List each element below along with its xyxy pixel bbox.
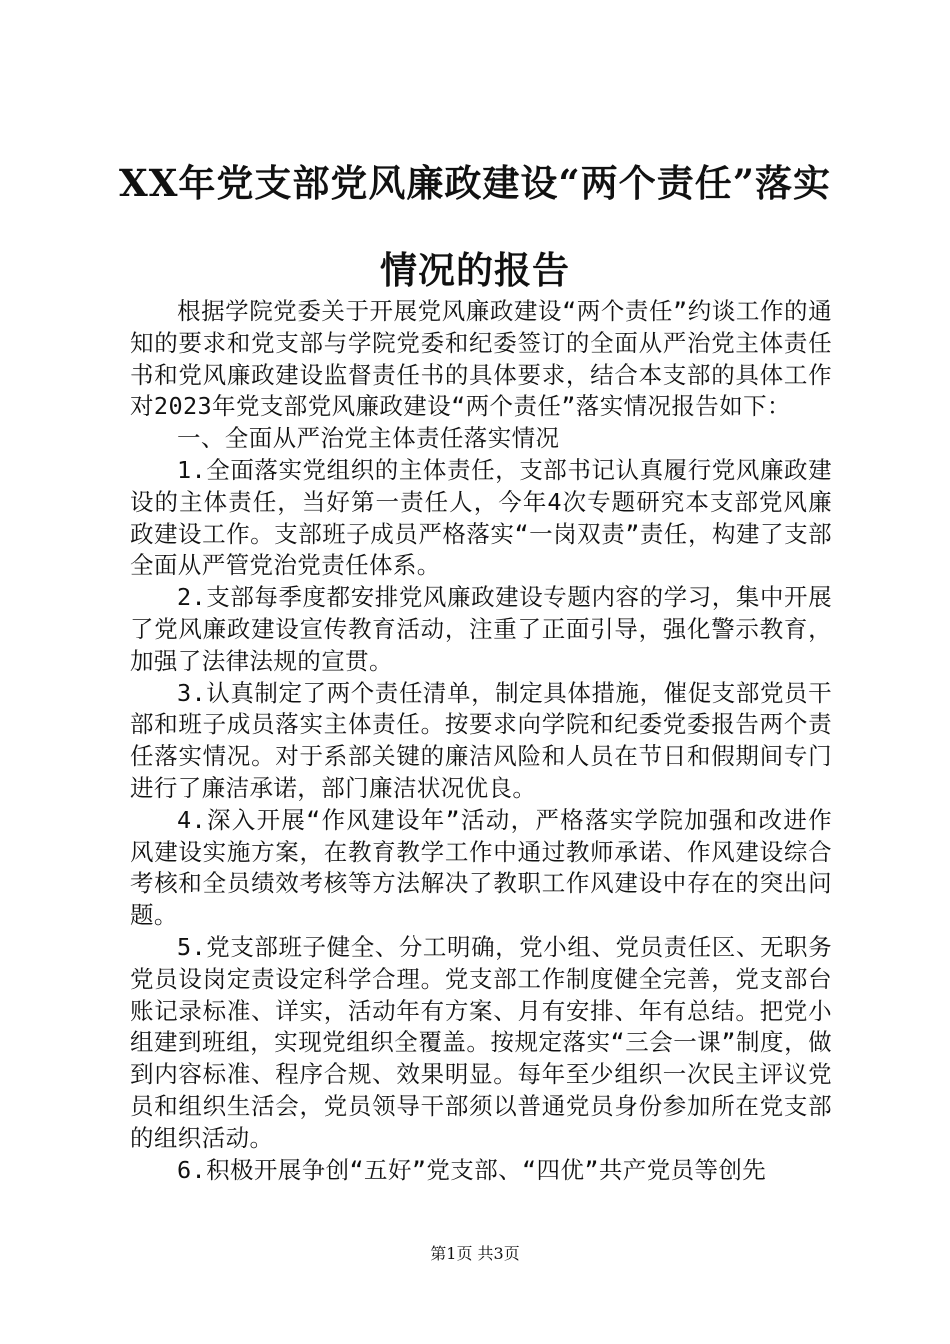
list-item-4: 4.深入开展“作风建设年”活动，严格落实学院加强和改进作风建设实施方案，在教育教学工作中通过教师承诺、作风建设综合考核和全员绩效考核等方法解决了教职工作风建设中存在的突出问题。 <box>130 805 832 930</box>
list-item-2: 2.支部每季度都安排党风廉政建设专题内容的学习，集中开展了党风廉政建设宣传教育活动，注重了正面引导，强化警示教育，加强了法律法规的宣贯。 <box>130 583 832 675</box>
page-number-footer: 第1页 共3页 <box>430 1244 520 1263</box>
document-title-line-2: 情况的报告 <box>380 248 570 292</box>
intro-paragraph: 根据学院党委关于开展党风廉政建设“两个责任”约谈工作的通知的要求和党支部与学院党委和纪委签订的全面从严治党主体责任书和党风廉政建设监督责任书的具体要求，结合本支部的具体工作对2023年党支部党风廉政建设“两个责任”落实情况报告如下： <box>130 297 832 421</box>
list-item-6: 6.积极开展争创“五好”党支部、“四优”共产党员等创先 <box>177 1155 767 1184</box>
list-item-1: 1.全面落实党组织的主体责任，支部书记认真履行党风廉政建设的主体责任，当好第一责任人，今年4次专题研究本支部党风廉政建设工作。支部班子成员严格落实“一岗双责”责任，构建了支部全面从严管党治党责任体系。 <box>130 455 832 580</box>
section-heading: 一、全面从严治党主体责任落实情况 <box>177 424 560 453</box>
document-title-line-1: XX年党支部党风廉政建设“两个责任”落实 <box>119 161 831 205</box>
list-item-3: 3.认真制定了两个责任清单，制定具体措施，催促支部党员干部和班子成员落实主体责任。按要求向学院和纪委党委报告两个责任落实情况。对于系部关键的廉洁风险和人员在节日和假期间专门进行了廉洁承诺，部门廉洁状况优良。 <box>130 678 832 802</box>
list-item-5: 5.党支部班子健全、分工明确，党小组、党员责任区、无职务党员设岗定责设定科学合理。党支部工作制度健全完善，党支部台账记录标准、详实，活动年有方案、月有安排、年有总结。把党小组建到班组，实现党组织全覆盖。按规定落实“三会一课”制度，做到内容标准、程序合规、效果明显。每年至少组织一次民主评议党员和组织生活会，党员领导干部须以普通党员身份参加所在党支部的组织活动。 <box>130 932 832 1152</box>
document-body <box>130 296 832 1186</box>
